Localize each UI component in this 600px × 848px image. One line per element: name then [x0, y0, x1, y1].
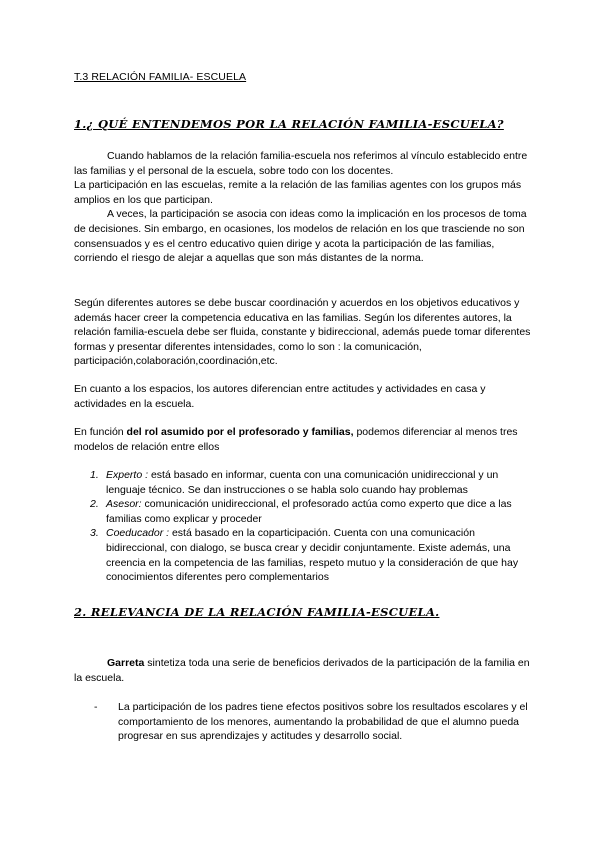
paragraph-vinculo: Cuando hablamos de la relación familia-escuela nos referimos al vínculo establecido entre las familias y el personal de la escuela, sobre todo con los docentes. — [74, 150, 528, 177]
paragraph-decisiones: A veces, la participación se asocia con ideas como la implicación en los procesos de toma de decisiones. Sin embargo, en ocasiones, los modelos de relación en los que trasciende no son consensuados y es el centro educativo quien dirige y acota la participación de las familias, corriendo el riesgo de alejar a aquellas que son más distantes de la norma. — [74, 208, 527, 265]
section-1-intro — [74, 149, 534, 266]
section-1-heading: 1.¿ QUÉ ENTENDEMOS POR LA RELACIÓN FAMILIA-ESCUELA? — [74, 117, 504, 131]
list-item — [90, 497, 530, 526]
paragraph-funcion-pre: En función — [74, 426, 127, 438]
list-item-text: está basado en informar, cuenta con una comunicación unidireccional y un lenguaje técnico. Se dan instrucciones o se habla solo cuando hay problemas — [106, 469, 499, 496]
paragraph-autores: Según diferentes autores se debe buscar coordinación y acuerdos en los objetivos educativos y además hacer creer la competencia educativa en las familias. Según los diferentes autores, la relación familia-escuela debe ser fluida, constante y bidireccional, además puede tomar diferentes formas y presentar diferentes intensidades, como lo son : la comunicación, participación,colaboración,coordinación,etc. — [74, 297, 531, 368]
section-2-heading: 2. RELEVANCIA DE LA RELACIÓN FAMILIA-ESCUELA. — [74, 605, 440, 619]
list-item-term: Coeducador : — [106, 527, 170, 540]
paragraph-espacios: En cuanto a los espacios, los autores diferencian entre actitudes y actividades en casa y actividades en la escuela. — [74, 383, 486, 410]
list-item — [90, 526, 530, 584]
list-item-term: Experto : — [106, 469, 149, 481]
bullet-item — [94, 700, 534, 744]
document-title: T.3 RELACIÓN FAMILIA- ESCUELA — [74, 71, 247, 83]
list-item — [90, 468, 530, 497]
list-item-number: 1. — [90, 469, 99, 481]
list-item-number: 3. — [90, 527, 99, 540]
list-item-text: comunicación unidireccional, el profesorado actúa como experto que dice a las familias como explicar y proceder — [106, 498, 512, 525]
list-item-text: está basado en la coparticipación. Cuenta con una comunicación bidireccional, con dialogo, se busca crear y decidir conjuntamente. Existe además, una creencia en la competencia de las familias, respeto mutuo y la consideración de que hay conocimientos diferentes pero complementarios — [106, 527, 519, 584]
list-item-number: 2. — [90, 498, 99, 511]
paragraph-participacion: La participación en las escuelas, remite a la relación de las familias agentes con los grupos más amplios en los que participan. — [74, 179, 522, 206]
paragraph-garreta — [74, 656, 534, 685]
bullet-text: La participación de los padres tiene efectos positivos sobre los resultados escolares y el comportamiento de los menores, aumentando la probabilidad de que el alumno pueda progresar en sus aprendizajes y actitudes y desarrollo social. — [118, 701, 528, 743]
bullet-dash: - — [94, 701, 98, 713]
author-name: Garreta — [107, 657, 145, 669]
paragraph-funcion-bold: del rol asumido por el profesorado y familias, — [126, 426, 354, 438]
paragraph-funcion — [74, 425, 534, 454]
list-item-term: Asesor: — [106, 498, 142, 511]
paragraph-funcion-post: podemos diferenciar al menos tres modelos de relación entre ellos — [74, 426, 518, 453]
paragraph-garreta-text: sintetiza toda una serie de beneficios derivados de la participación de la familia en la escuela. — [74, 657, 530, 684]
models-list — [90, 468, 530, 585]
